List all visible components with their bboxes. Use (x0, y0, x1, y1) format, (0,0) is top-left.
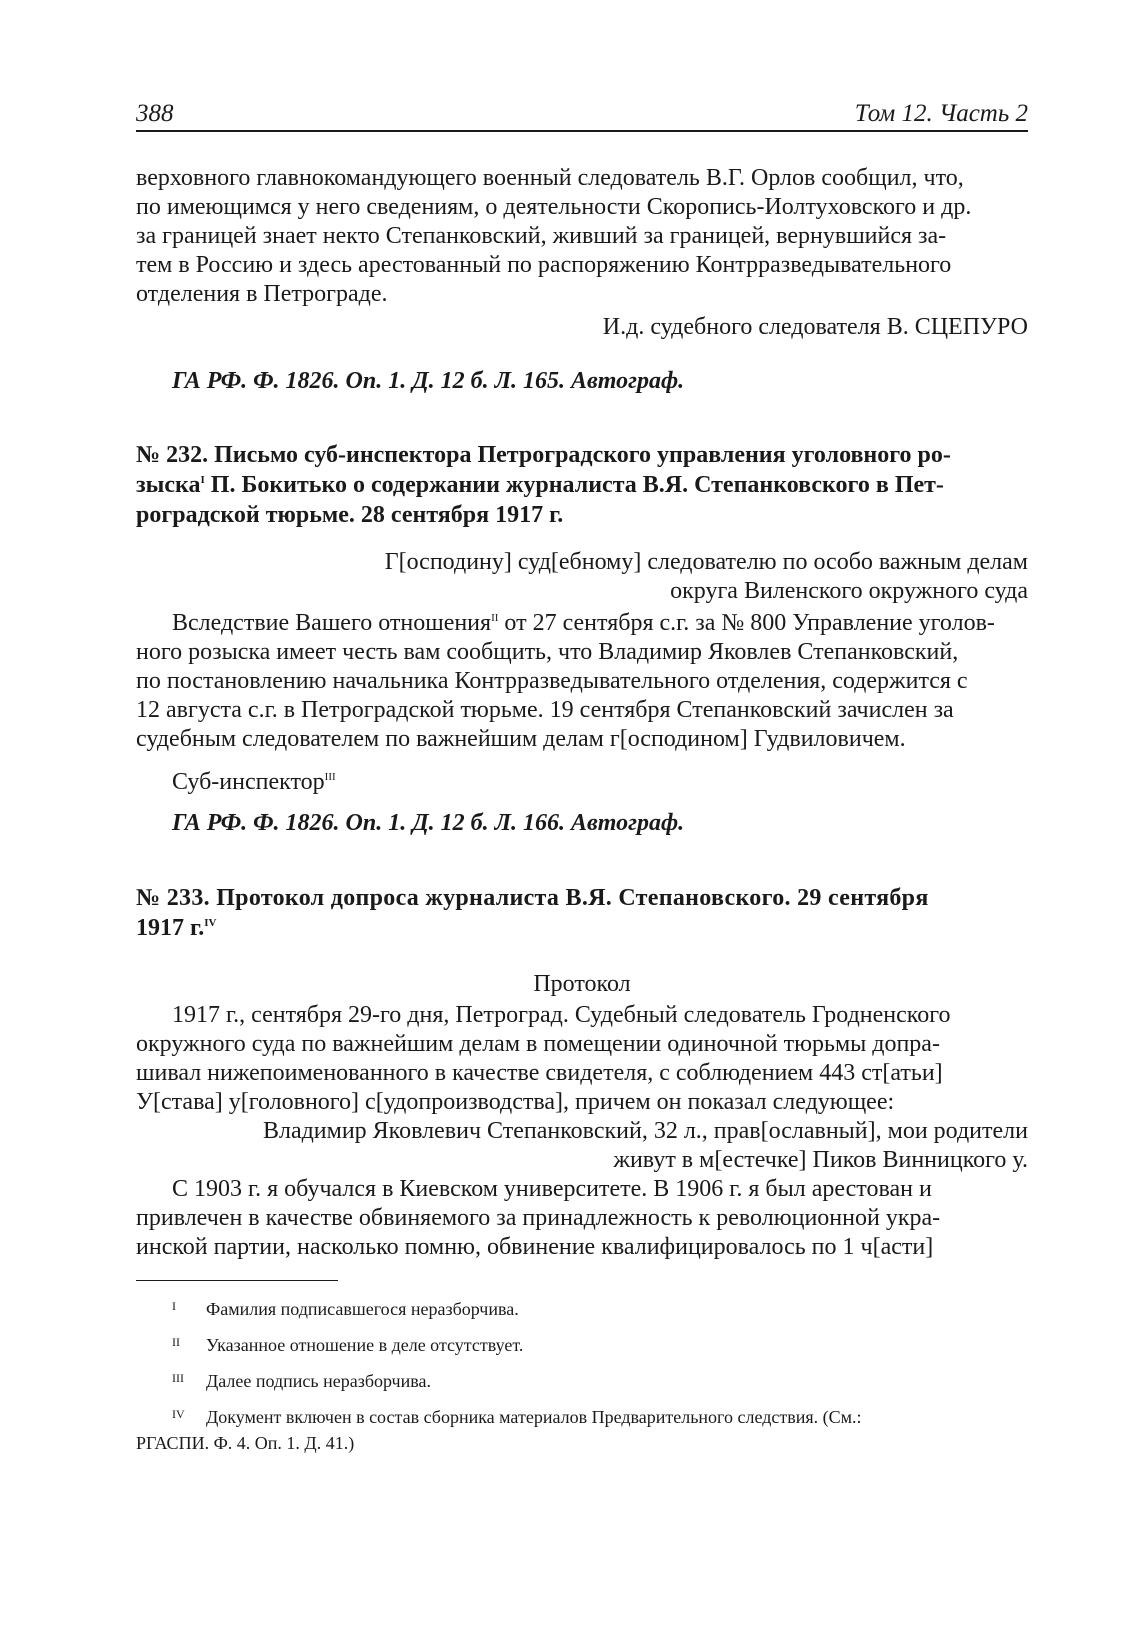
doc232-title-line: роградской тюрьме. 28 сентября 1917 г. (136, 502, 564, 528)
body-line: привлечен в качестве обвиняемого за принадлежность к революционной укра- (136, 1205, 941, 1231)
body-text: от 27 сентября с.г. за № 800 Управление уголов- (498, 610, 995, 636)
body-line: по постановлению начальника Контрразведывательного отделения, содержится с (136, 668, 968, 694)
body-line: окружного суда по важнейшим делам в помещении одиночной тюрьмы допра- (136, 1031, 940, 1057)
intro-line: по имеющимся у него сведениям, о деятельности Скоропись-Иолтуховского и др. (136, 194, 972, 220)
footnote-text: Далее подпись неразборчива. (206, 1371, 431, 1391)
footnote-number: III (172, 1371, 184, 1385)
intro-line: тем в Россию и здесь арестованный по распоряжению Контрразведывательного (136, 252, 952, 278)
doc232-title-line: П. Бокитько о содержании журналиста В.Я. Степанковского в Пет- (204, 472, 944, 498)
intro-line: отделения в Петрограде. (136, 281, 388, 307)
footnote (136, 1368, 1028, 1394)
intro-line: за границей знает некто Степанковский, живший за границей, вернувшийся за- (136, 223, 947, 249)
protocol-heading: Протокол (533, 971, 631, 997)
doc232-address (136, 548, 1028, 606)
intro-paragraph (136, 164, 1028, 342)
body-line: С 1903 г. я обучался в Киевском университете. В 1906 г. я был арестован и (172, 1176, 932, 1202)
footnote (136, 1332, 1028, 1358)
doc233-body (136, 1001, 1028, 1262)
footnote (136, 1296, 1028, 1322)
footnote-text: Фамилия подписавшегося неразборчива. (206, 1299, 519, 1319)
footnotes (136, 1296, 1028, 1456)
body-line: У[става] у[головного] с[удопроизводства], причем он показал следующее: (136, 1089, 895, 1115)
footnote-number: II (172, 1335, 180, 1349)
header-rule (136, 130, 1028, 132)
body-text: Вследствие Вашего отношения (172, 610, 492, 636)
doc233-title (136, 883, 1028, 943)
signer: Суб-инспектор (172, 769, 325, 795)
witness-line: живут в м[естечке] Пиков Винницкого у. (613, 1147, 1028, 1173)
footnote-text: Указанное отношение в деле отсутствует. (206, 1335, 524, 1355)
footnote (136, 1404, 1028, 1430)
intro-signature: И.д. судебного следователя В. СЦЕПУРО (602, 314, 1028, 340)
footnote-text: Документ включен в состав сборника материалов Предварительного следствия. (См.: (206, 1407, 862, 1427)
body-line: 12 августа с.г. в Петроградской тюрьме. 19 сентября Степанковский зачислен за (136, 697, 954, 723)
footnote-number: I (172, 1299, 176, 1313)
page-number: 388 (136, 100, 174, 127)
doc232-title (136, 440, 1028, 530)
volume-title: Том 12. Часть 2 (854, 100, 1028, 127)
body-line: ного розыска имеет честь вам сообщить, что Владимир Яковлев Степанковский, (136, 639, 959, 665)
archive-reference-166: ГА РФ. Ф. 1826. Оп. 1. Д. 12 б. Л. 166. Автограф. (172, 810, 685, 836)
address-line: Г[осподину] суд[ебному] следователю по особо важным делам (384, 549, 1028, 575)
footnote-mark[interactable]: I (200, 474, 205, 486)
footnote-continuation: РГАСПИ. Ф. 4. Оп. 1. Д. 41.) (136, 1433, 355, 1453)
doc233-title-line: 1917 г. (136, 915, 205, 941)
body-line: шивал нижепоименованного в качестве свидетеля, с соблюдением 443 ст[атьи] (136, 1060, 943, 1086)
doc232-title-line: № 232. Письмо суб-инспектора Петроградского управления уголовного ро- (136, 442, 951, 468)
doc233-title-line: № 233. Протокол допроса журналиста В.Я. Степановского. 29 сентября (136, 885, 929, 911)
archive-reference-165: ГА РФ. Ф. 1826. Оп. 1. Д. 12 б. Л. 165. Автограф. (172, 368, 685, 394)
footnote-rule (136, 1280, 338, 1281)
footnote-mark[interactable]: III (324, 771, 336, 783)
footnote-mark[interactable]: II (491, 612, 499, 624)
body-line: инской партии, насколько помню, обвинение квалифицировалось по 1 ч[асти] (136, 1234, 934, 1260)
intro-line: верховного главнокомандующего военный следователь В.Г. Орлов сообщил, что, (136, 165, 964, 191)
body-line: судебным следователем по важнейшим делам г[осподином] Гудвиловичем. (136, 726, 906, 752)
body-line: 1917 г., сентября 29-го дня, Петроград. Судебный следователь Гродненского (172, 1002, 951, 1028)
running-header (136, 88, 1028, 128)
doc232-title-line: зыска (136, 472, 201, 498)
witness-line: Владимир Яковлевич Степанковский, 32 л., прав[ославный], мои родители (262, 1118, 1028, 1144)
footnote-number: IV (172, 1407, 185, 1421)
footnote-mark[interactable]: IV (204, 917, 217, 929)
address-line: округа Виленского окружного суда (670, 578, 1028, 604)
doc232-body (136, 609, 1028, 797)
